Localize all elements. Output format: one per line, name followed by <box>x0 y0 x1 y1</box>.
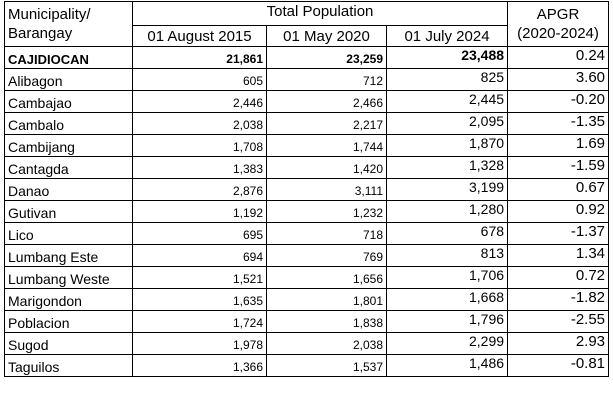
table-row <box>5 135 609 157</box>
population-2015-cell: 1,724 <box>133 311 267 333</box>
population-2020-cell: 1,537 <box>267 355 387 377</box>
apgr-cell: 0.92 <box>508 201 609 223</box>
apgr-cell: -1.35 <box>508 113 609 135</box>
population-2015-cell: 1,366 <box>133 355 267 377</box>
table-header <box>5 2 609 47</box>
apgr-header <box>508 2 609 47</box>
apgr-header-line2: (2020-2024) <box>517 25 599 42</box>
apgr-cell: 3.60 <box>508 69 609 91</box>
barangay-name: Cambajao <box>5 91 133 113</box>
population-2015-cell: 1,192 <box>133 201 267 223</box>
population-2015-cell: 2,876 <box>133 179 267 201</box>
table-row <box>5 311 609 333</box>
apgr-header-line1: APGR <box>536 6 580 23</box>
date-2020-header: 01 May 2020 <box>267 26 387 47</box>
population-2024-cell: 1,328 <box>387 157 508 179</box>
apgr-cell: -0.20 <box>508 91 609 113</box>
population-2024-cell: 1,668 <box>387 289 508 311</box>
population-2024-cell: 825 <box>387 69 508 91</box>
date-2015-header: 01 August 2015 <box>133 26 267 47</box>
population-2020-cell: 1,656 <box>267 267 387 289</box>
date-2024-header: 01 July 2024 <box>387 26 508 47</box>
apgr-cell: 2.93 <box>508 333 609 355</box>
population-2020-cell: 23,259 <box>267 47 387 69</box>
population-2020-cell: 1,232 <box>267 201 387 223</box>
population-2015-cell: 2,038 <box>133 113 267 135</box>
barangay-name: Gutivan <box>5 201 133 223</box>
table-row <box>5 69 609 91</box>
table-row <box>5 113 609 135</box>
apgr-cell: -0.81 <box>508 355 609 377</box>
population-2020-cell: 1,801 <box>267 289 387 311</box>
barangay-name: Danao <box>5 179 133 201</box>
population-2020-cell: 2,466 <box>267 91 387 113</box>
barangay-name: Cambalo <box>5 113 133 135</box>
population-2015-cell: 695 <box>133 223 267 245</box>
population-2015-cell: 1,635 <box>133 289 267 311</box>
population-2024-cell: 678 <box>387 223 508 245</box>
barangay-name: Lumbang Weste <box>5 267 133 289</box>
table-row <box>5 355 609 377</box>
apgr-cell: -1.59 <box>508 157 609 179</box>
municipality-header-line2: Barangay <box>8 25 73 42</box>
population-2024-cell: 2,445 <box>387 91 508 113</box>
table-row <box>5 201 609 223</box>
apgr-cell: -2.55 <box>508 311 609 333</box>
population-2015-cell: 2,446 <box>133 91 267 113</box>
table-row <box>5 245 609 267</box>
population-2015-cell: 21,861 <box>133 47 267 69</box>
apgr-cell: 1.34 <box>508 245 609 267</box>
population-2024-cell: 3,199 <box>387 179 508 201</box>
barangay-name: Alibagon <box>5 69 133 91</box>
apgr-cell: -1.37 <box>508 223 609 245</box>
table-row <box>5 91 609 113</box>
apgr-cell: 0.67 <box>508 179 609 201</box>
table-row <box>5 223 609 245</box>
barangay-name: Marigondon <box>5 289 133 311</box>
barangay-name: Taguilos <box>5 355 133 377</box>
population-2020-cell: 1,744 <box>267 135 387 157</box>
table-row <box>5 333 609 355</box>
municipality-barangay-header <box>5 2 133 47</box>
population-2020-cell: 2,038 <box>267 333 387 355</box>
population-2024-cell: 1,486 <box>387 355 508 377</box>
barangay-name: Sugod <box>5 333 133 355</box>
municipality-header-line1: Municipality/ <box>8 6 91 23</box>
population-2015-cell: 694 <box>133 245 267 267</box>
population-2024-cell: 1,706 <box>387 267 508 289</box>
population-2020-cell: 769 <box>267 245 387 267</box>
apgr-cell: 1.69 <box>508 135 609 157</box>
population-2024-cell: 2,299 <box>387 333 508 355</box>
population-table <box>4 1 609 377</box>
total-population-header: Total Population <box>133 2 508 26</box>
barangay-name: Cambijang <box>5 135 133 157</box>
barangay-name: Lumbang Este <box>5 245 133 267</box>
population-2020-cell: 1,420 <box>267 157 387 179</box>
table-row <box>5 157 609 179</box>
population-2024-cell: 2,095 <box>387 113 508 135</box>
population-2020-cell: 718 <box>267 223 387 245</box>
table-body <box>5 47 609 377</box>
total-row <box>5 47 609 69</box>
population-2015-cell: 1,978 <box>133 333 267 355</box>
population-2020-cell: 712 <box>267 69 387 91</box>
population-2024-cell: 1,870 <box>387 135 508 157</box>
barangay-name: Lico <box>5 223 133 245</box>
table-row <box>5 289 609 311</box>
population-2020-cell: 2,217 <box>267 113 387 135</box>
population-2024-cell: 1,280 <box>387 201 508 223</box>
apgr-cell: 0.72 <box>508 267 609 289</box>
population-2015-cell: 1,383 <box>133 157 267 179</box>
population-2020-cell: 1,838 <box>267 311 387 333</box>
population-2024-cell: 1,796 <box>387 311 508 333</box>
population-2024-cell: 813 <box>387 245 508 267</box>
barangay-name: Cantagda <box>5 157 133 179</box>
population-2024-cell: 23,488 <box>387 47 508 69</box>
population-2020-cell: 3,111 <box>267 179 387 201</box>
table-row <box>5 179 609 201</box>
municipality-name: CAJIDIOCAN <box>5 47 133 69</box>
apgr-cell: 0.24 <box>508 47 609 69</box>
population-2015-cell: 1,521 <box>133 267 267 289</box>
barangay-name: Poblacion <box>5 311 133 333</box>
table-row <box>5 267 609 289</box>
population-2015-cell: 605 <box>133 69 267 91</box>
apgr-cell: -1.82 <box>508 289 609 311</box>
population-2015-cell: 1,708 <box>133 135 267 157</box>
